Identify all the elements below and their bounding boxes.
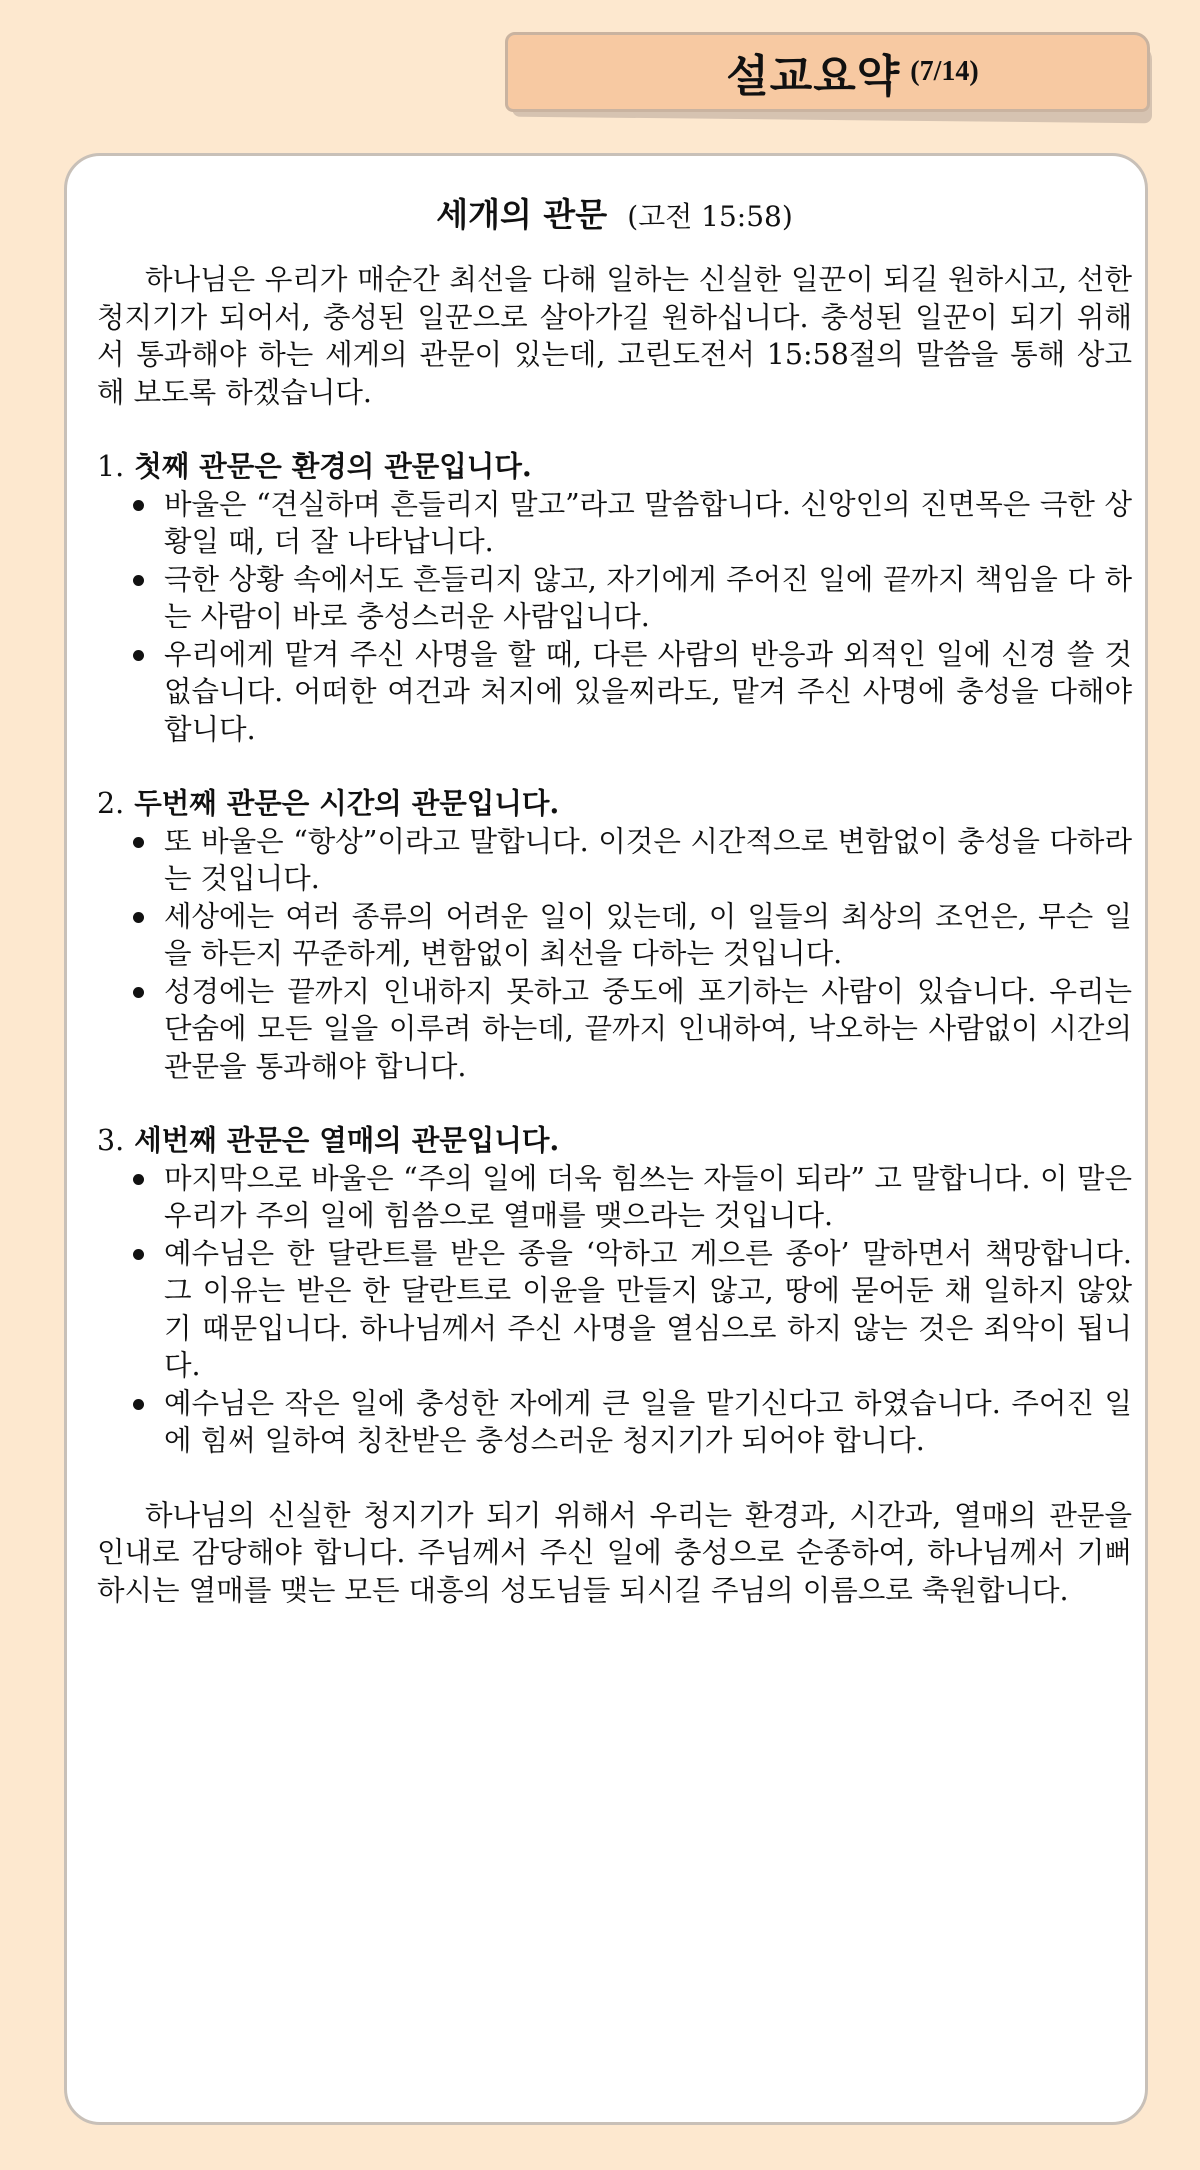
bullet-icon (133, 1174, 144, 1185)
bullet-icon (133, 500, 144, 511)
sermon-reference: (고전 15:58) (627, 200, 793, 233)
bullet-text: 마지막으로 바울은 “주의 일에 더욱 힘쓰는 자들이 되라” 고 말합니다. 이 말은 우리가 주의 일에 힘씀으로 열매를 맺으라는 것입니다. (164, 1161, 1132, 1232)
section-number: 3. (97, 1124, 125, 1157)
bullet-list (97, 823, 1132, 1086)
bullet-icon (133, 575, 144, 586)
section-heading (97, 448, 1132, 486)
closing-paragraph: 하나님의 신실한 청지기가 되기 위해서 우리는 환경과, 시간과, 열매의 관문을 인내로 감당해야 합니다. 주님께서 주신 일에 충성으로 순종하여, 하나님께서 기뻐하시는 열매를 맺는 모든 대흥의 성도님들 되시길 주님의 이름으로 축원합니다. (97, 1498, 1132, 1607)
bullet-text: 성경에는 끝까지 인내하지 못하고 중도에 포기하는 사람이 있습니다. 우리는 단숨에 모든 일을 이루려 하는데, 끝까지 인내하여, 낙오하는 사람없이 시간의 관문을 통과해야 합니다. (164, 974, 1132, 1083)
header-title: 설교요약 (726, 51, 901, 102)
section-number: 1. (97, 450, 125, 483)
section-heading-text: 첫째 관문은 환경의 관문입니다. (134, 449, 532, 483)
bullet-item (129, 486, 1132, 561)
sermon-title-text: 세개의 관문 (436, 195, 608, 234)
bullet-item (129, 1385, 1132, 1460)
closing-section (97, 1497, 1132, 1610)
bullet-item (129, 561, 1132, 636)
header-tab (505, 32, 1150, 112)
section-heading (97, 785, 1132, 823)
bullet-item (129, 898, 1132, 973)
sermon-content (97, 194, 1132, 1609)
header-date: (7/14) (910, 56, 979, 87)
bullet-list (97, 1160, 1132, 1460)
section-heading-text: 두번째 관문은 시간의 관문입니다. (134, 786, 560, 820)
bullet-text: 예수님은 작은 일에 충성한 자에게 큰 일을 맡기신다고 하였습니다. 주어진 일에 힘써 일하여 칭찬받은 충성스러운 청지기가 되어야 합니다. (164, 1386, 1132, 1457)
section-heading (97, 1122, 1132, 1160)
bullet-text: 극한 상황 속에서도 흔들리지 않고, 자기에게 주어진 일에 끝까지 책임을 다 하는 사람이 바로 충성스러운 사람입니다. (164, 562, 1132, 633)
bullet-text: 또 바울은 “항상”이라고 말합니다. 이것은 시간적으로 변함없이 충성을 다하라는 것입니다. (164, 824, 1132, 895)
sermon-card (64, 153, 1148, 2125)
section-3 (97, 1122, 1132, 1460)
section-number: 2. (97, 787, 125, 820)
bullet-text: 세상에는 여러 종류의 어려운 일이 있는데, 이 일들의 최상의 조언은, 무슨 일을 하든지 꾸준하게, 변함없이 최선을 다하는 것입니다. (164, 899, 1132, 970)
section-2 (97, 785, 1132, 1085)
section-heading-text: 세번째 관문은 열매의 관문입니다. (134, 1123, 560, 1157)
bullet-icon (133, 1249, 144, 1260)
bullet-icon (133, 1399, 144, 1410)
section-1 (97, 448, 1132, 748)
bullet-text: 바울은 “견실하며 흔들리지 말고”라고 말씀합니다. 신앙인의 진면목은 극한 상황일 때, 더 잘 나타납니다. (164, 487, 1132, 558)
bullet-item (129, 1235, 1132, 1385)
bullet-icon (133, 837, 144, 848)
bullet-item (129, 973, 1132, 1086)
bullet-icon (133, 650, 144, 661)
bullet-icon (133, 987, 144, 998)
bullet-list (97, 486, 1132, 749)
intro-paragraph: 하나님은 우리가 매순간 최선을 다해 일하는 신실한 일꾼이 되길 원하시고, 선한 청지기가 되어서, 충성된 일꾼으로 살아가길 원하십니다. 충성된 일꾼이 되기 위해서 통과해야 하는 세게의 관문이 있는데, 고린도전서 15:58절의 말씀을 통해 상고해 보도록 하겠습니다. (97, 263, 1132, 409)
bullet-text: 우리에게 맡겨 주신 사명을 할 때, 다른 사람의 반응과 외적인 일에 신경 쓸 것 없습니다. 어떠한 여건과 처지에 있을찌라도, 맡겨 주신 사명에 충성을 다해야 합니다. (164, 637, 1132, 746)
bullet-icon (133, 912, 144, 923)
bullet-item (129, 1160, 1132, 1235)
bullet-text: 예수님은 한 달란트를 받은 종을 ‘악하고 게으른 종아’ 말하면서 책망합니다. 그 이유는 받은 한 달란트로 이윤을 만들지 않고, 땅에 묻어둔 채 일하지 않았기 때문입니다. 하나님께서 주신 사명을 열심으로 하지 않는 것은 죄악이 됩니다. (164, 1236, 1132, 1382)
bullet-item (129, 823, 1132, 898)
sermon-title (97, 194, 1132, 238)
bullet-item (129, 636, 1132, 749)
